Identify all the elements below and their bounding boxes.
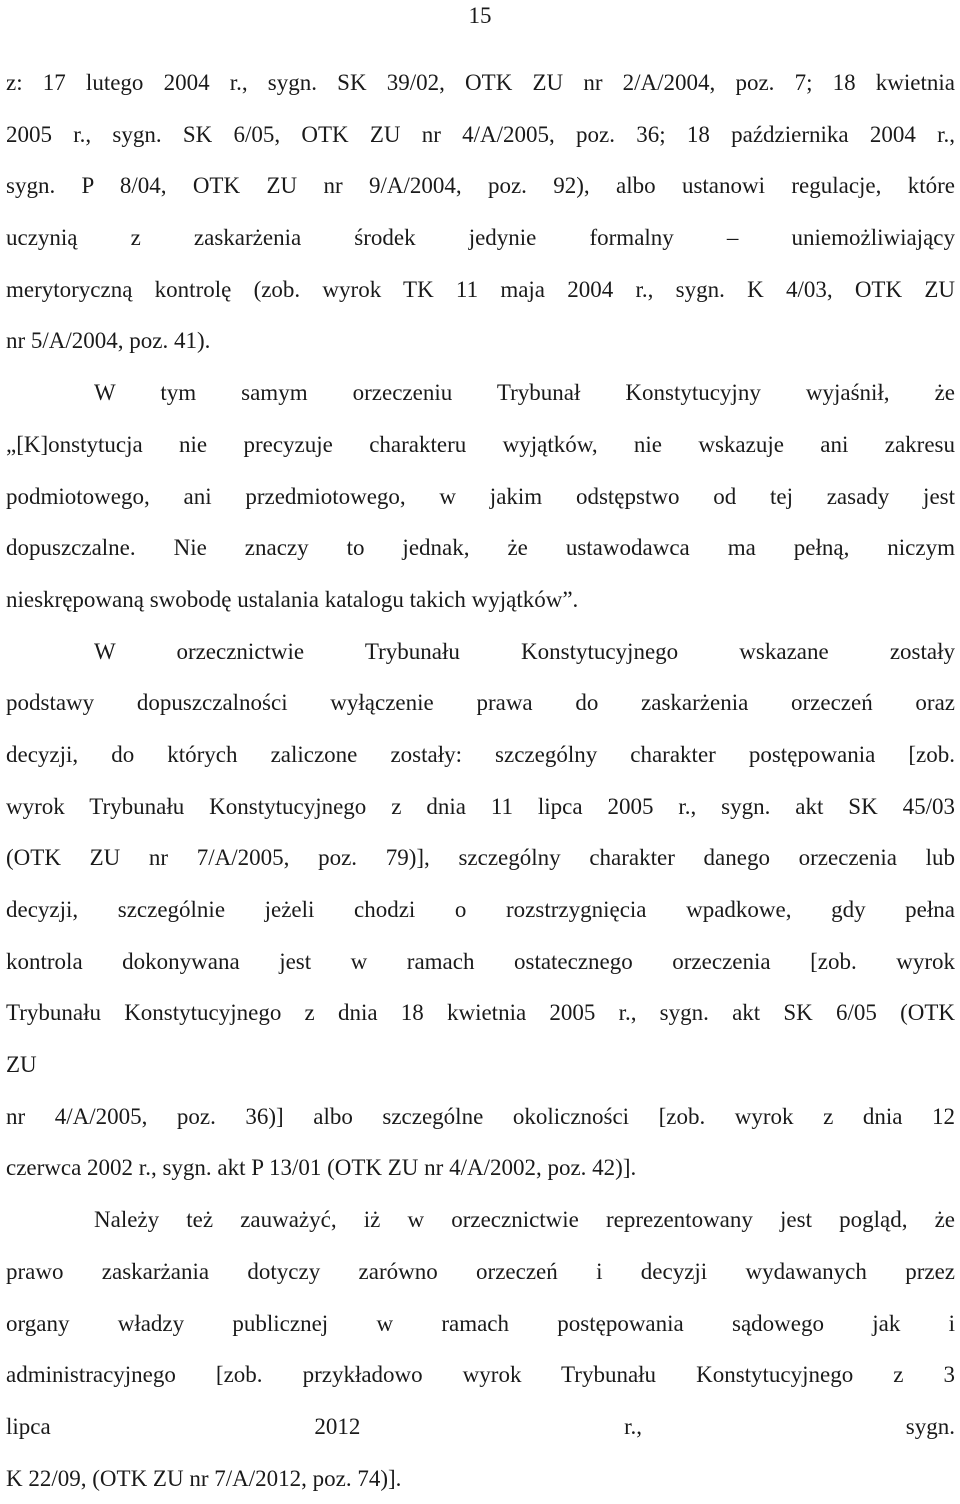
text-line: (OTK ZU nr 7/A/2005, poz. 79)], szczególny charakter danego orzeczenia lub bbox=[6, 845, 955, 871]
text-line: dopuszczalne. Nie znaczy to jednak, że ustawodawca ma pełną, niczym bbox=[6, 535, 955, 561]
text-line: organy władzy publicznej w ramach postępowania sądowego jak i bbox=[6, 1310, 955, 1336]
text-line: ZU bbox=[6, 1052, 37, 1078]
text-line: decyzji, do których zaliczone zostały: szczególny charakter postępowania [zob. bbox=[6, 741, 955, 767]
text-line: podstawy dopuszczalności wyłączenie prawa do zaskarżenia orzeczeń oraz bbox=[6, 690, 955, 716]
text-line: sygn. P 8/04, OTK ZU nr 9/A/2004, poz. 92), albo ustanowi regulacje, które bbox=[6, 173, 955, 199]
text-line: podmiotowego, ani przedmiotowego, w jakim odstępstwo od tej zasady jest bbox=[6, 483, 955, 509]
text-line: W tym samym orzeczeniu Trybunał Konstytucyjny wyjaśnił, że bbox=[94, 380, 955, 406]
text-line: decyzji, szczególnie jeżeli chodzi o rozstrzygnięcia wpadkowe, gdy pełna bbox=[6, 897, 955, 922]
text-line: lipca 2012 r., sygn. bbox=[6, 1413, 955, 1439]
text-line: nieskrępowaną swobodę ustalania katalogu takich wyjątków”. bbox=[6, 586, 579, 612]
text-line: kontrola dokonywana jest w ramach ostatecznego orzeczenia [zob. wyrok bbox=[6, 948, 955, 974]
text-line: merytoryczną kontrolę (zob. wyrok TK 11 maja 2004 r., sygn. K 4/03, OTK ZU bbox=[6, 276, 955, 302]
text-line: Należy też zauważyć, iż w orzecznictwie reprezentowany jest pogląd, że bbox=[94, 1207, 955, 1233]
text-line: wyrok Trybunału Konstytucyjnego z dnia 11 lipca 2005 r., sygn. akt SK 45/03 bbox=[6, 793, 955, 819]
document-body bbox=[6, 57, 955, 1504]
text-line: W orzecznictwie Trybunału Konstytucyjnego wskazane zostały bbox=[94, 638, 955, 664]
text-line: uczynią z zaskarżenia środek jedynie formalny – uniemożliwiający bbox=[6, 225, 955, 251]
text-line: z: 17 lutego 2004 r., sygn. SK 39/02, OTK ZU nr 2/A/2004, poz. 7; 18 kwietnia bbox=[6, 70, 955, 95]
text-line: czerwca 2002 r., sygn. akt P 13/01 (OTK ZU nr 4/A/2002, poz. 42)]. bbox=[6, 1155, 637, 1181]
text-line: K 22/09, (OTK ZU nr 7/A/2012, poz. 74)]. bbox=[6, 1465, 402, 1491]
text-line: „[K]onstytucja nie precyzuje charakteru wyjątków, nie wskazuje ani zakresu bbox=[6, 431, 955, 457]
text-line: Trybunału Konstytucyjnego z dnia 18 kwietnia 2005 r., sygn. akt SK 6/05 (OTK bbox=[6, 1000, 955, 1026]
text-line: administracyjnego [zob. przykładowo wyrok Trybunału Konstytucyjnego z 3 bbox=[6, 1362, 955, 1388]
text-line: nr 5/A/2004, poz. 41). bbox=[6, 328, 211, 354]
page-number: 15 bbox=[468, 3, 492, 28]
text-line: prawo zaskarżania dotyczy zarówno orzeczeń i decyzji wydawanych przez bbox=[6, 1258, 955, 1284]
text-line: 2005 r., sygn. SK 6/05, OTK ZU nr 4/A/2005, poz. 36; 18 października 2004 r., bbox=[6, 121, 955, 147]
text-line: nr 4/A/2005, poz. 36)] albo szczególne okoliczności [zob. wyrok z dnia 12 bbox=[6, 1103, 955, 1129]
